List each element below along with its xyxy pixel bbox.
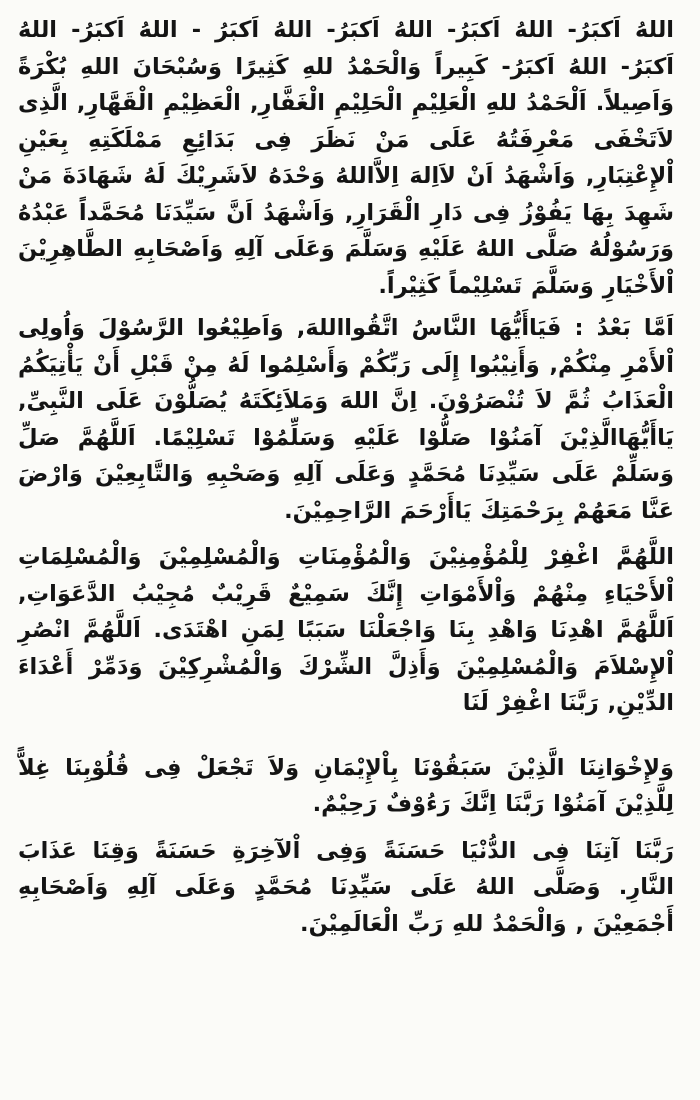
closing-paragraph: رَبَّنَا آتِنَا فِى الدُّنْيَا حَسَنَةً وَفِى اْلآخِرَةِ حَسَنَةً وَقِنَا عَذَابَ النَّارِ. وَصَلَّى اللهُ عَلَى سَيِّدِنَا مُحَمَّدٍ وَعَلَى آلِهِ وَاَصْحَابِهِ أَجْمَعِيْنَ , وَالْحَمْدُ للهِ رَبِّ الْعَالَمِيْنَ. xyxy=(18,837,674,937)
prayer-for-believers-paragraph: اللَّهُمَّ اغْفِرْ لِلْمُؤْمِنِيْنَ وَالْمُؤْمِنَاتِ وَالْمُسْلِمِيْنَ وَالْمُسْلِمَاتِ اْلأَحْيَاءِ مِنْهُمْ وَاْلأَمْوَاتِ إِنَّكَ سَمِيْعٌ قَرِيْبٌ مُجِيْبُ الدَّعَوَاتِ, اَللَّهُمَّ اهْدِنَا وَاهْدِ بِنَا وَاجْعَلْنَا سَبَبًا لِمَنِ اهْتَدَى. اَللَّهُمَّ انْصُرِ اْلإِسْلاَمَ وَالْمُسْلِمِيْنَ وَأَذِلَّ الشِّرْكَ وَالْمُشْرِكِيْنَ وَدَمِّرْ أَعْدَاءَ الدِّيْنِ, رَبَّنَا اغْفِرْ لَنَا xyxy=(18,544,674,716)
prayer-for-brothers-paragraph: وَلإِخْوَانِنَا الَّذِيْنَ سَبَقُوْنَا بِاْلإِيْمَانِ وَلاَ تَجْعَلْ فِى قُلُوْبِنَا غِلاًّ لِلَّذِيْنَ آمَنُوْا رَبَّنَا اِنَّكَ رَءُوْفٌ رَحِيْمٌ. xyxy=(18,754,674,817)
amma-bad-paragraph: اَمَّا بَعْدُ : فَيَاأَيُّهَا النَّاسُ اتَّقُوااللهَ, وَاَطِيْعُوا الرَّسُوْلَ وَاُولِى اْلأَمْرِ مِنْكُمْ, وَأَنِيْبُوا إِلَى رَبِّكُمْ وَأَسْلِمُوا لَهُ مِنْ قَبْلِ أَنْ يَأْتِيَكُمُ الْعَذَابُ ثُمَّ لاَ تُنْصَرُوْنَ. اِنَّ اللهَ وَمَلاَئِكَتَهُ يُصَلُّوْنَ عَلَى النَّبِىِّ, يَاأَيُّهَاالَّذِيْنَ آمَنُوْا صَلُّوْا عَلَيْهِ وَسَلِّمُوْا تَسْلِيْمًا. اَللَّهُمَّ صَلِّ وَسَلِّمْ عَلَى سَيِّدِنَا مُحَمَّدٍ وَعَلَى آلِهِ وَصَحْبِهِ وَالتَّابِعِيْنَ وَارْضَ عَنَّا مَعَهُمْ بِرَحْمَتِكَ يَاأَرْحَمَ الرَّاحِمِيْنَ. xyxy=(18,315,674,524)
opening-takbir-paragraph: اللهُ اَكبَرُ- اللهُ اَكبَرُ- اللهُ اَكبَرُ- اللهُ اَكبَرُ - اللهُ اَكبَرُ- اللهُ اَكبَرُ- اللهُ اَكبَرُ- كَبِيراً وَالْحَمْدُ للهِ كَثِيرًا وَسُبْحَانَ اللهِ بُكْرَةً وَاَصِيلاً. اَلْحَمْدُ للهِ الْعَلِيْمِ الْحَلِيْمِ الْغَفَّارِ, الْعَظِيْمِ الْقَهَّارِ, الَّذِى لاَتَخْفَى مَعْرِفَتُهُ عَلَى مَنْ نَظَرَ فِى بَدَائِعِ مَمْلَكَتِهِ بِعَيْنِ اْلإِعْتِبَارِ, وَاَشْهَدُ اَنْ لاَاِلهَ اِلاَّاللهُ وَحْدَهُ لاَشَرِيْكَ لَهُ شَهَادَةَ مَنْ شَهِدَ بِهَا يَفُوْزُ فِى دَارِ الْقَرَارِ, وَاَشْهَدُ اَنَّ سَيِّدَنَا مُحَمَّداً عَبْدُهُ وَرَسُوْلُهُ صَلَّى اللهُ عَلَيْهِ وَسَلَّمَ وَعَلَى آلِهِ وَاَصْحَابِهِ الطَّاهِرِيْنَ اْلأَخْيَارِ وَسَلَّمَ تَسْلِيْماً كَثِيْراً. xyxy=(18,17,674,299)
